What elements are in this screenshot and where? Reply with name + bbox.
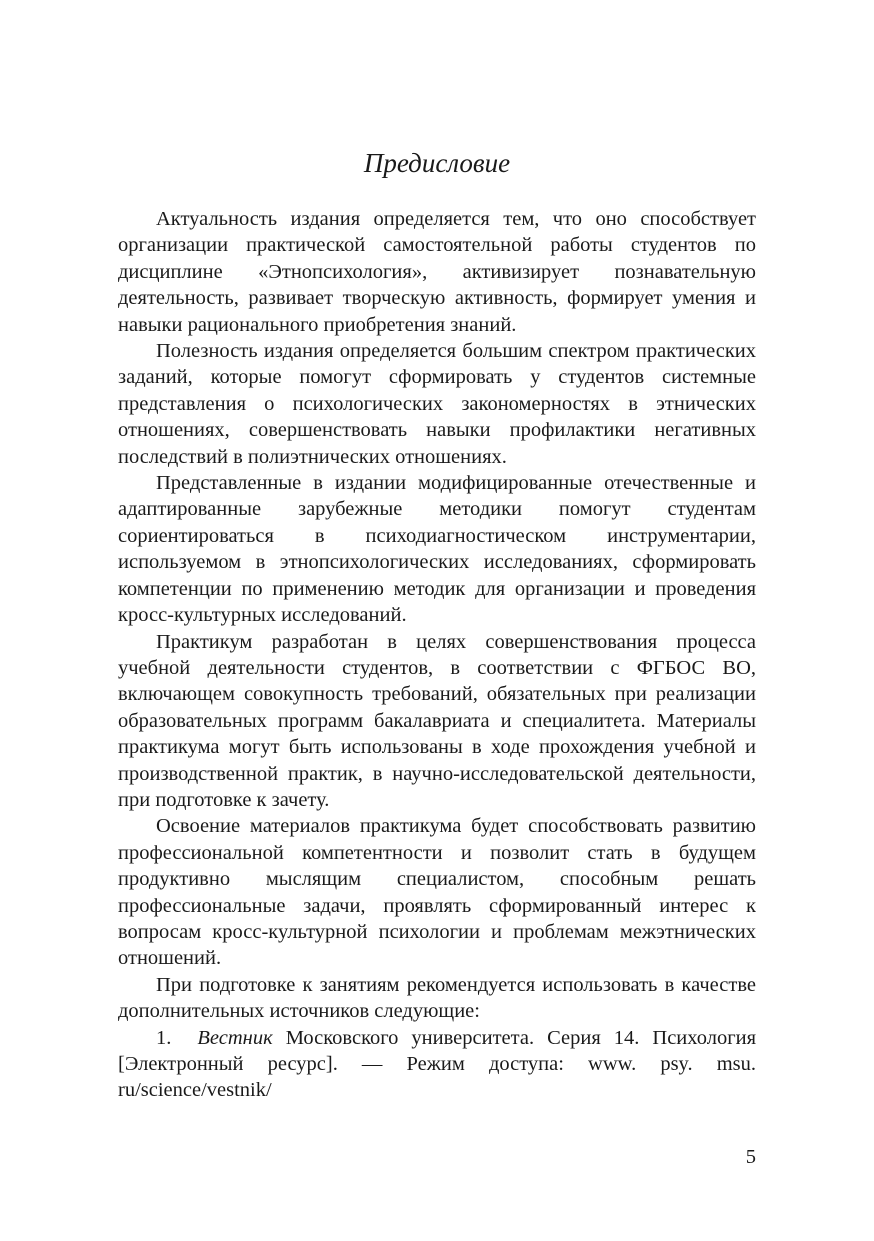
paragraph-relevance: Актуальность издания определяется тем, что оно способствует организации практической самостоятельной работы студентов по дисциплине «Этнопсихология», активизирует познавательную деятельность, развивает творческую активность, формирует умения и навыки рационального приобретения знаний. — [118, 208, 756, 336]
paragraph-sources-intro: При подготовке к занятиям рекомендуется использовать в качестве дополнительных источников следующие: — [118, 973, 756, 1023]
body-text — [118, 206, 756, 1104]
page-title: Предисловие — [363, 148, 511, 178]
paragraph-usefulness: Полезность издания определяется большим спектром практических заданий, которые помогут сформировать у студентов системные представления о психологических закономерностях в этнических отношениях, совершенствовать навыки профилактики негативных последствий в полиэтнических отношениях. — [118, 340, 756, 468]
reference-number: 1. — [156, 1026, 172, 1049]
page-number: 5 — [745, 1146, 756, 1168]
paragraph-purpose: Практикум разработан в целях совершенствования процесса учебной деятельности студентов, в соответствии с ФГБОС ВО, включающем совокупность требований, обязательных при реализации образовательных программ бакалавриата и специалитета. Материалы практикума могут быть использованы в ходе прохождения учебной и производственной практик, в научно-исследовательской деятельности, при подготовке к зачету. — [118, 630, 756, 811]
reference-title: Вестник — [197, 1026, 273, 1049]
reference-text: Московского университета. Серия 14. Психология [Электронный ресурс]. — Режим доступа: www. psy. msu. ru/science/vestnik/ — [118, 1026, 757, 1102]
paragraph-outcomes: Освоение материалов практикума будет способствовать развитию профессиональной компетентности и позволит стать в будущем продуктивно мыслящим специалистом, способным решать профессиональные задачи, проявлять сформированный интерес к вопросам кросс-культурной психологии и проблемам межэтнических отношений. — [118, 815, 756, 970]
paragraph-methods: Представленные в издании модифицированные отечественные и адаптированные зарубежные методики помогут студентам сориентироваться в психодиагностическом инструментарии, используемом в этнопсихологических исследованиях, сформировать компетенции по применению методик для организации и проведения кросс-культурных исследований. — [118, 472, 756, 627]
reference-item — [118, 1025, 756, 1104]
